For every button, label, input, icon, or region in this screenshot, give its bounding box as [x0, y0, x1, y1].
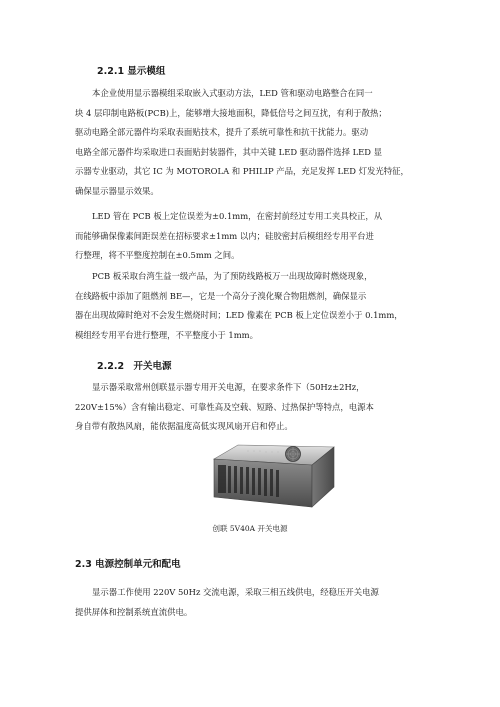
text-line: PCB 板采取台湾生益一级产品，为了预防线路板万一出现故障时燃烧现象， — [92, 271, 373, 281]
text-line: LED 管在 PCB 板上定位误差为±0.1mm，在密封前经过专用工夹具校正，从 — [92, 211, 383, 221]
section-2-2-1-paragraph-1 — [75, 84, 435, 201]
text-line: 电路全部元器件均采取进口表面贴封装器件，其中关键 LED 驱动器件选择 LED 显 — [75, 146, 383, 157]
section-2-2-2-paragraph-1 — [75, 378, 435, 437]
section-2-2-2-heading: 2.2.2 开关电源 — [97, 361, 172, 372]
text-line: 220V±15%）含有输出稳定、可靠性高及空载、短路、过热保护等特点，电源本 — [75, 401, 374, 412]
section-2-2-1-paragraph-2 — [75, 207, 435, 266]
text-line: 显示器采取常州创联显示器专用开关电源，在要求条件下（50Hz±2Hz， — [92, 382, 365, 392]
text-line: 本企业使用显示器模组采取嵌入式驱动方法，LED 管和驱动电路整合在同一 — [92, 88, 373, 98]
text-line: 确保显示器显示效果。 — [75, 185, 159, 196]
section-2-3-paragraph-1 — [75, 583, 435, 622]
text-line: 提供屏体和控制系统直流供电。 — [75, 606, 193, 617]
power-supply-image — [208, 443, 338, 515]
text-line: 而能够确保像素间距误差在招标要求±1mm 以内；硅胶密封后模组经专用平台进 — [75, 230, 374, 241]
text-line: 器在出现故障时绝对不会发生燃烧时间；LED 像素在 PCB 板上定位误差小于 0.1mm， — [75, 310, 403, 320]
text-line: 示器专业驱动，其它 IC 为 MOTOROLA 和 PHILIP 产品，充足发挥 LED 灯发光特征， — [75, 166, 409, 176]
section-2-2-1-heading: 2.2.1 显示模组 — [97, 66, 166, 77]
text-line: 在线路板中添加了阻燃剂 BE—，它是一个高分子溴化聚合物阻燃剂，确保显示 — [75, 290, 367, 301]
text-line: 行整理，将不平整度控制在±0.5mm 之间。 — [75, 250, 240, 260]
text-line: 身自带有散热风扇，能依据温度高低实现风扇开启和停止。 — [75, 421, 293, 431]
text-line: 驱动电路全部元器件均采取表面贴技术，提升了系统可靠性和抗干扰能力。驱动 — [75, 127, 369, 137]
text-line: 显示器工作使用 220V 50Hz 交流电源，采取三相五线供电，经稳压开关电源 — [92, 587, 379, 597]
section-2-3-heading: 2.3 电源控制单元和配电 — [75, 559, 181, 570]
text-line: 模组经专用平台进行整理，不平整度小于 1mm。 — [75, 329, 258, 340]
text-line: 块 4 层印制电路板(PCB)上，能够增大接地面积，降低信号之间互扰，有利于散热； — [75, 107, 387, 118]
section-2-2-1-paragraph-3 — [75, 267, 435, 345]
figure-caption: 创联 5V40A 开关电源 — [212, 524, 288, 533]
